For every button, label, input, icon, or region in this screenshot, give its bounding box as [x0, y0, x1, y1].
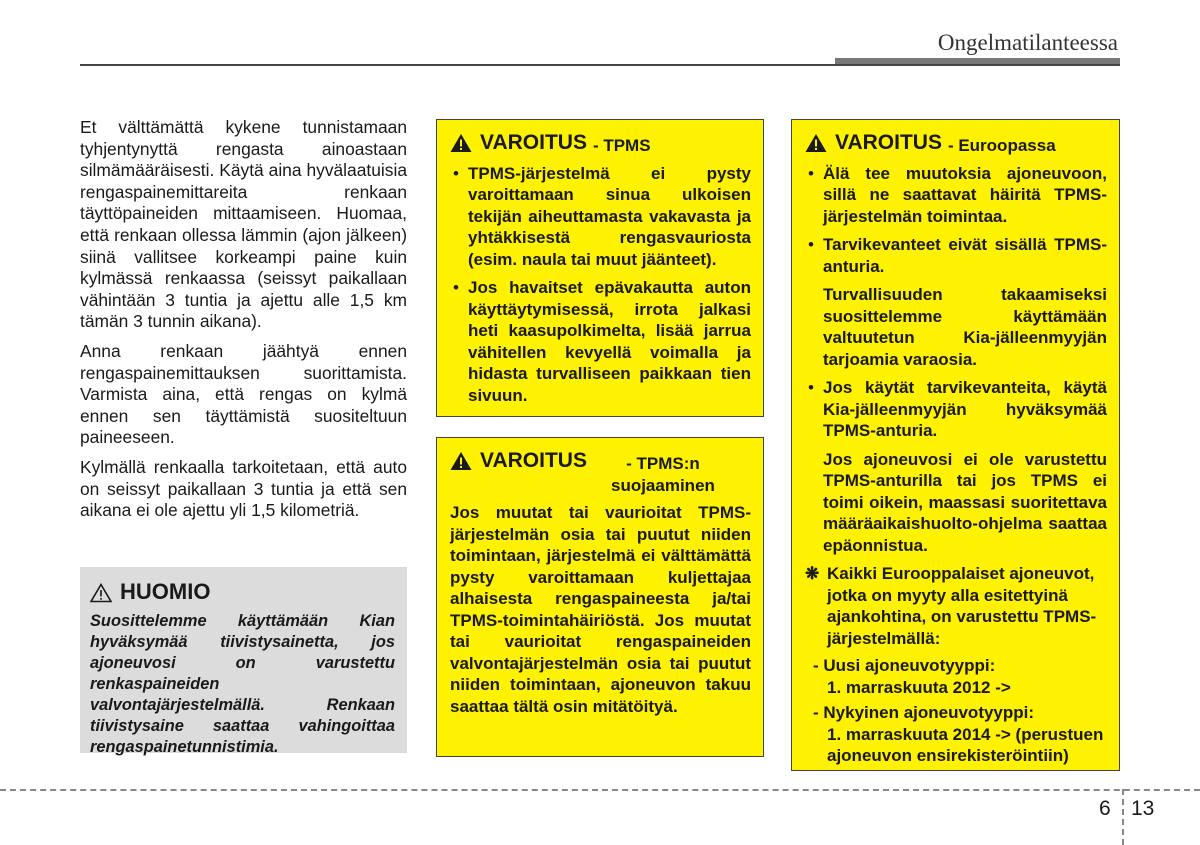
warning-subtitle: - TPMS:n suojaaminen: [610, 454, 715, 495]
asterisk-note-icon: ❋: [805, 564, 820, 583]
warning-paragraph: Turvallisuuden takaamiseksi suosittelemme käyttämään valtuutetun Kia-jälleenmyyjän tarjoamia varaosia.: [823, 285, 1107, 369]
warning-bullet-list: [805, 377, 1107, 442]
date-label: - Uusi ajoneuvotyyppi:: [813, 656, 996, 675]
warning-bullet: • Jos havaitset epävakautta auton käyttäytymisessä, irrota jalkasi heti kaasupolkimelta, lisää jarrua vähitellen kevyellä voimalla ja hidasta turvalliseen paikkaan tien sivuun.: [450, 277, 751, 406]
caution-box: [80, 567, 407, 756]
warning-triangle-icon: [450, 133, 472, 153]
warning-triangle-icon: [805, 133, 827, 153]
body-text-column: [80, 117, 407, 530]
date-value: 1. marraskuuta 2012 ->: [827, 677, 1011, 697]
warning-header: [805, 132, 1107, 157]
warning-bullet: • Tarvikevanteet eivät sisällä TPMS-anturia.: [805, 234, 1107, 277]
warning-title: VAROITUS: [835, 131, 942, 154]
warning-paragraph: Jos ajoneuvosi ei ole varustettu TPMS-anturilla tai jos TPMS ei toimi oikein, maassasi suoritettava määräaikaishuolto-ohjelma saattaa epäonnistua.: [823, 449, 1107, 555]
warning-bullet: • TPMS-järjestelmä ei pysty varoittamaan sinua ulkoisen tekijän aiheuttamasta vakavasta ja yhtäkkisestä rengasvauriosta (esim. naula tai muut jäänteet).: [450, 163, 751, 271]
warning-subtitle: - TPMS: [592, 136, 651, 155]
warning-title: VAROITUS: [480, 449, 587, 472]
caution-text: Suosittelemme käyttämään Kian hyväksymää tiivistysainetta, jos ajoneuvosi on varustettu renkaspaineiden valvontajärjestelmällä. Renkaan tiivistysaine saattaa vahingoittaa rengaspainetunnistimia.: [90, 612, 395, 756]
note-text: Kaikki Eurooppalaiset ajoneuvot, jotka on myyty alla esitettyinä ajankohtina, on varustettu TPMS-järjestelmällä:: [827, 564, 1097, 648]
note-block: [805, 563, 1107, 649]
date-value: 1. marraskuuta 2014 -> (perustuen ajoneuvon ensirekisteröintiin): [827, 724, 1104, 765]
caution-triangle-icon: [90, 583, 112, 603]
date-item: [805, 702, 1107, 767]
footer-dashed-rule: [0, 789, 1200, 791]
warning-title: VAROITUS: [480, 131, 587, 154]
caution-title: HUOMIO: [120, 579, 211, 604]
warning-box-tpms: [436, 119, 764, 417]
warning-box-tpms-protection: [436, 437, 764, 757]
warning-bullet-list: [805, 163, 1107, 278]
warning-box-europe: [791, 119, 1120, 771]
date-item: [805, 655, 1107, 698]
header-rule: [80, 64, 1120, 66]
body-paragraph: Et välttämättä kykene tunnistamaan tyhjentynyttä rengasta ainoastaan silmämääräisesti. Käytä aina hyvälaatuisia rengaspainemittareita renkaan täyttöpaineiden mittaamiseen. Huomaa, että renkaan ollessa lämmin (ajon jälkeen) siinä vallitsee korkeampi paine kuin kylmässä renkaassa (seissyt paikallaan vähintään 3 tuntia ja ajettu alle 1,5 km tämän 3 tunnin aikana).: [80, 117, 407, 332]
warning-subtitle: - Euroopassa: [947, 136, 1056, 155]
warning-bullet-list: [450, 163, 751, 407]
warning-bullet: • Älä tee muutoksia ajoneuvoon, sillä ne saattavat häiritä TPMS-järjestelmän toimintaa.: [805, 163, 1107, 228]
warning-triangle-icon: [450, 451, 472, 471]
footer-divider: [1122, 789, 1124, 845]
date-label: - Nykyinen ajoneuvotyyppi:: [813, 703, 1035, 722]
page-header-title: Ongelmatilanteessa: [937, 30, 1118, 55]
warning-text: Jos muutat tai vaurioitat TPMS-järjestelmän osia tai puutut niiden toimintaan, järjestelmä ei välttämättä pysty varoittamaan kuljettajaa alhaisesta rengaspaineesta ja/tai TPMS-toimintahäiriöstä. Jos muutat tai vaurioitat rengaspaineiden valvontajärjestelmän osia tai puutut niiden toimintaan, ajoneuvon takuu saattaa tältä osin mitätöityä.: [450, 503, 751, 716]
warning-header: [450, 132, 751, 157]
chapter-number: 6: [1099, 797, 1111, 820]
caution-header: [90, 579, 395, 605]
warning-header: [450, 450, 751, 496]
warning-bullet: • Jos käytät tarvikevanteita, käytä Kia-jälleenmyyjän hyväksymää TPMS-anturia.: [805, 377, 1107, 442]
page-number: 13: [1131, 797, 1155, 820]
body-paragraph: Kylmällä renkaalla tarkoitetaan, että auto on seissyt paikallaan 3 tuntia ja että sen aikana ei ole ajettu yli 1,5 kilometriä.: [80, 456, 407, 521]
body-paragraph: Anna renkaan jäähtyä ennen rengaspainemittauksen suorittamista. Varmista aina, että rengas on kylmä ennen sen täyttämistä suositeltuun paineeseen.: [80, 340, 407, 448]
